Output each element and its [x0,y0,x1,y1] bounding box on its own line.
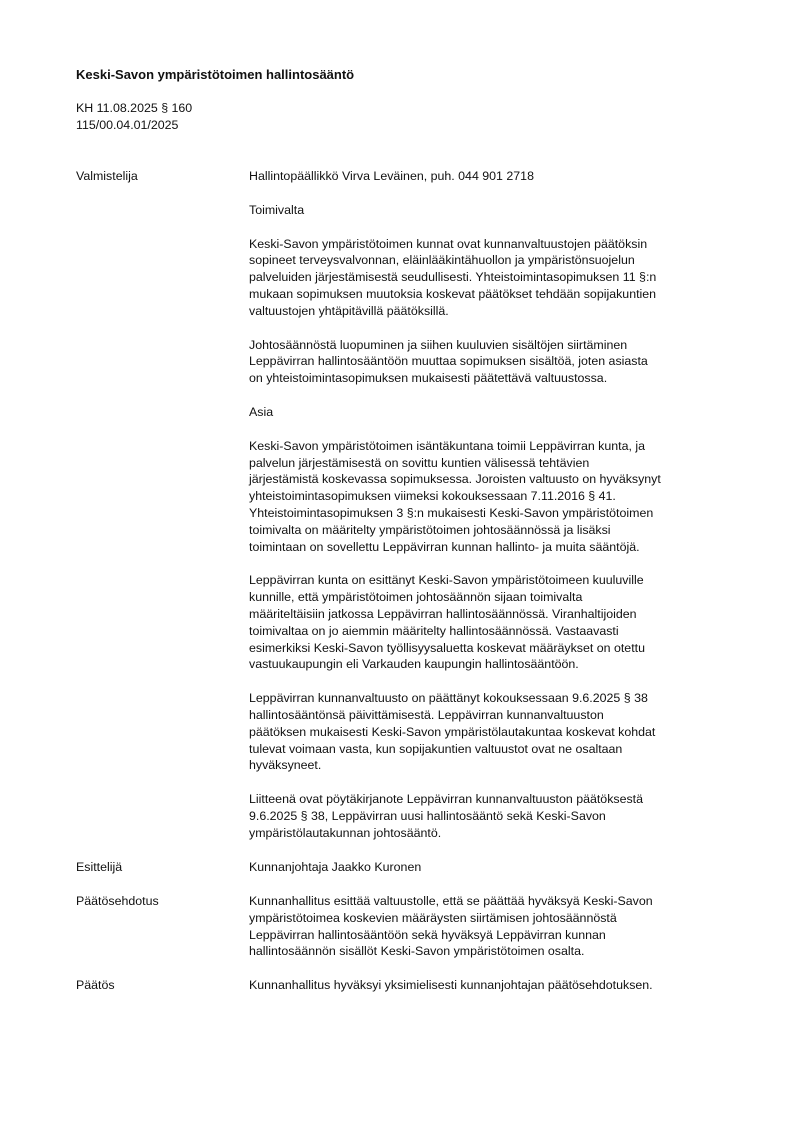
label-paatos: Päätös [76,978,115,992]
decision-text: Kunnanhallitus hyväksyi yksimielisesti kunnanjohtajan päätösehdotuksen. [249,978,653,992]
text-line: toimintaan on sovellettu Leppävirran kunnan hallinto- ja muita sääntöjä. [249,539,640,554]
text-line: ympäristötoimea koskevien määräysten siirtämisen johtosäännöstä [249,910,617,925]
text-line: Leppävirran hallintosääntöön sekä hyväksyä Leppävirran kunnan [249,927,606,942]
paragraph-toimivalta-1 [249,236,740,320]
section-esittelija [76,859,740,876]
text-line: tulevat voimaan vasta, kun sopijakuntien valtuustot ovat ne osaltaan [249,741,623,756]
section-paatosehdotus [76,893,740,960]
text-line: Keski-Savon ympäristötoimen isäntäkuntana toimii Leppävirran kunta, ja [249,438,646,453]
section-paatos [76,977,740,994]
label-valmistelija: Valmistelija [76,169,138,183]
text-line: hyväksyneet. [249,758,322,773]
text-line: vastuukaupungin eli Varkauden kaupungin hallintosääntöön. [249,657,579,672]
text-line: esimerkiksi Keski-Savon työllisyysaluetta koskevat määräykset on otettu [249,640,645,655]
text-line: mukaan sopimuksen muutoksia koskevat päätökset tehdään sopijakuntien [249,286,657,301]
text-line: päätöksen mukaisesti Keski-Savon ympäristölautakuntaa koskevat kohdat [249,724,656,739]
text-line: Johtosäännöstä luopuminen ja siihen kuuluvien sisältöjen siirtäminen [249,337,628,352]
meeting-reference: KH 11.08.2025 § 160 [76,101,193,115]
text-line: Leppävirran kunnanvaltuusto on päättänyt kokouksessaan 9.6.2025 § 38 [249,691,648,706]
label-paatosehdotus: Päätösehdotus [76,894,159,908]
text-line: sopineet terveysvalvonnan, eläinlääkintähuollon ja ympäristönsuojelun [249,253,635,268]
label-esittelija: Esittelijä [76,860,123,874]
text-line: on yhteistoimintasopimuksen mukaisesti päätettävä valtuustossa. [249,371,608,386]
text-line: Leppävirran kunta on esittänyt Keski-Savon ympäristötoimeen kuuluville [249,573,644,588]
text-line: hallintosäännön sisällöt Keski-Savon ympäristötoimen osalta. [249,944,585,959]
paragraph-asia-4 [249,791,740,841]
text-line: toimivalta on määritelty ympäristötoimen johtosäännössä ja lisäksi [249,522,611,537]
text-line: ympäristölautakunnan johtosääntö. [249,825,442,840]
text-line: valtuustojen yhtäpitävillä päätöksillä. [249,303,449,318]
text-line: palveluiden järjestämisestä seudullisesti. Yhteistoimintasopimuksen 11 §:n [249,270,657,285]
text-line: Yhteistoimintasopimuksen 3 §:n mukaisesti Keski-Savon ympäristötoimen [249,505,654,520]
text-line: määriteltäisiin jatkossa Leppävirran hallintosäännössä. Viranhaltijoiden [249,606,637,621]
text-line: yhteistoimintasopimuksen viimeksi kokouksessaan 7.11.2016 § 41. [249,489,616,504]
paragraph-asia-1 [249,438,740,556]
text-line: hallintosääntönsä päivittämisestä. Leppävirran kunnanvaltuuston [249,707,604,722]
presenter-name: Kunnanjohtaja Jaakko Kuronen [249,860,422,874]
text-line: kunnille, että ympäristötoimen johtosäännön sijaan toimivalta [249,590,583,605]
text-line: 9.6.2025 § 38, Leppävirran uusi hallintosääntö sekä Keski-Savon [249,808,606,823]
paragraph-asia-2 [249,572,740,673]
record-number: 115/00.04.01/2025 [76,118,179,132]
heading-asia: Asia [249,404,274,419]
paatosehdotus-content [249,893,740,960]
document-meta [76,100,192,134]
text-line: Kunnanhallitus esittää valtuustolle, että se päättää hyväksyä Keski-Savon [249,894,653,908]
valmistelija-content [249,168,740,842]
paragraph-toimivalta-2 [249,337,740,387]
text-line: Liitteenä ovat pöytäkirjanote Leppävirran kunnanvaltuuston päätöksestä [249,792,644,807]
text-line: toimivaltaa on jo aiemmin määritelty hallintosäännössä. Vastaavasti [249,623,619,638]
heading-toimivalta: Toimivalta [249,202,305,217]
document-title: Keski-Savon ympäristötoimen hallintosääntö [76,67,355,82]
section-valmistelija [76,168,740,842]
text-line: palvelun järjestämisestä on sovittu kuntien välisessä tehtävien [249,455,590,470]
text-line: järjestämistä koskevassa sopimuksessa. Joroisten valtuusto on hyväksynyt [249,472,661,487]
text-line: Leppävirran hallintosääntöön muuttaa sopimuksen sisältöä, joten asiasta [249,354,648,369]
preparer-name: Hallintopäällikkö Virva Leväinen, puh. 044 901 2718 [249,169,534,183]
paragraph-asia-3 [249,690,740,774]
text-line: Keski-Savon ympäristötoimen kunnat ovat kunnanvaltuustojen päätöksin [249,236,648,251]
